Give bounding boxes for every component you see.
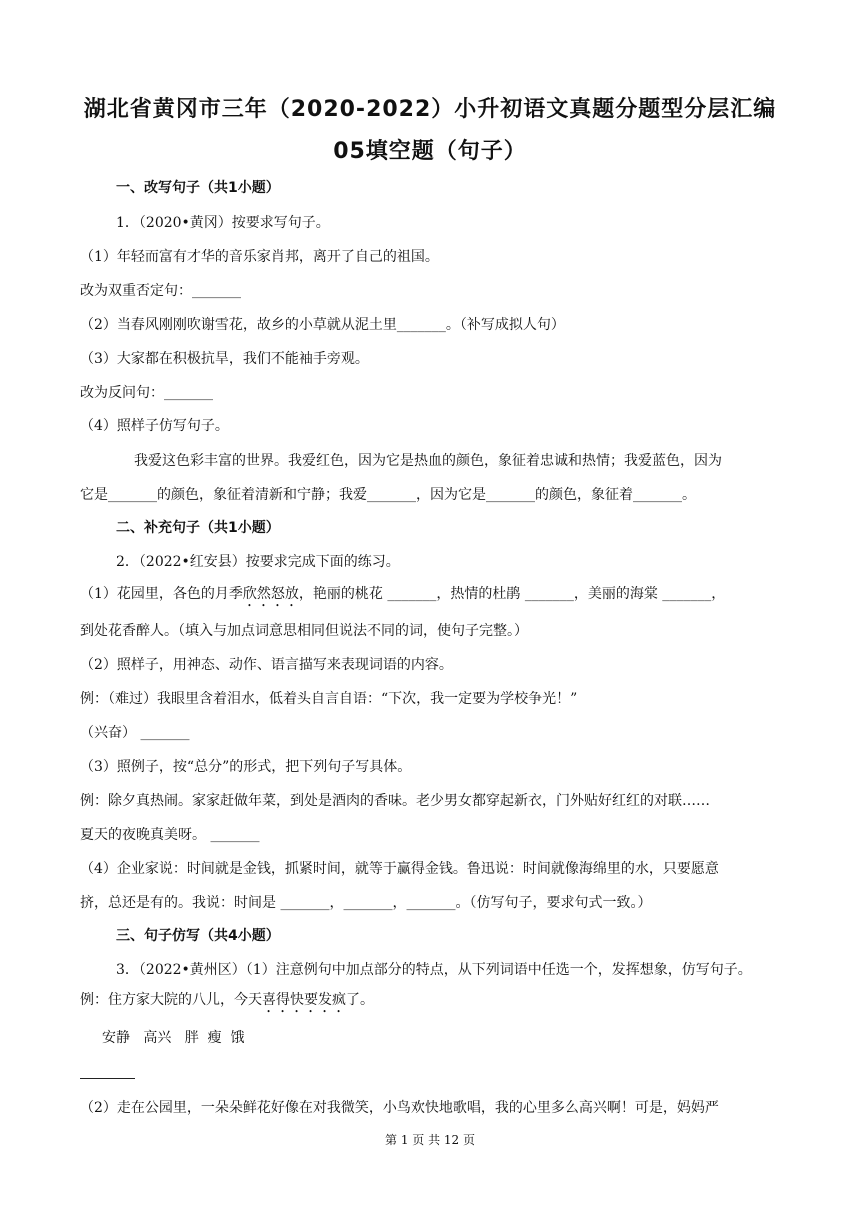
q2-part-3: （3）照例子，按“总分”的形式，把下列句子写具体。 xyxy=(80,759,412,775)
question-1-head: 1．（2020•黄冈）按要求写句子。 xyxy=(116,215,330,231)
q2-part-3-blank: 夏天的夜晚真美呀。 _______ xyxy=(80,827,260,843)
q2-part-2: （2）照样子，用神态、动作、语言描写来表现词语的内容。 xyxy=(80,657,453,673)
q3-word-choices: 安静 高兴 胖 瘦 饿 xyxy=(102,1030,245,1046)
q2-part-1-suffix: ，艳丽的桃花 _______，热情的杜鹃 _______，美丽的海棠 _______， xyxy=(298,586,726,602)
q2-part-4-continued: 挤，总还是有的。我说：时间是 _______，_______，_______。（仿写句子，要求句式一致。） xyxy=(80,895,652,911)
q1-part-3: （3）大家都在积极抗旱，我们不能袖手旁观。 xyxy=(80,351,369,367)
q2-part-3-example: 例：除夕真热闹。家家赶做年菜，到处是酒肉的香味。老少男女都穿起新衣，门外贴好红红的对联…… xyxy=(80,793,710,809)
section-heading-3: 三、句子仿写（共4小题） xyxy=(116,928,280,944)
q1-part-2: （2）当春风刚刚吹谢雪花，故乡的小草就从泥土里_______。（补写成拟人句） xyxy=(80,317,565,333)
q3-example xyxy=(80,990,374,1016)
q2-part-4: （4）企业家说：时间就是金钱，抓紧时间，就等于赢得金钱。鲁迅说：时间就像海绵里的水，只要愿意 xyxy=(80,861,719,877)
q3-example-suffix: 了。 xyxy=(346,992,374,1008)
q2-dotted-word: 欣然怒放 xyxy=(242,586,299,602)
q2-part-2-example: 例：（难过）我眼里含着泪水，低着头自言自语：“下次，我一定要为学校争光！” xyxy=(80,691,578,707)
document-title-line1: 湖北省黄冈市三年（2020-2022）小升初语文真题分题型分层汇编 xyxy=(83,97,777,122)
q1-part-4-example: 我爱这色彩丰富的世界。我爱红色，因为它是热血的颜色，象征着忠诚和热情；我爱蓝色，因为 xyxy=(134,453,722,469)
q1-part-1-instruction: 改为双重否定句：_______ xyxy=(80,283,241,299)
q1-part-4: （4）照样子仿写句子。 xyxy=(80,418,229,434)
q3-dotted-phrase: 喜得快要发疯 xyxy=(262,992,346,1008)
answer-blank-line xyxy=(80,1078,135,1079)
q1-part-3-instruction: 改为反问句：_______ xyxy=(80,385,213,401)
page-footer: 第 1 页 共 12 页 xyxy=(385,1133,475,1147)
q3-part-2: （2）走在公园里，一朵朵鲜花好像在对我微笑，小鸟欢快地歌唱，我的心里多么高兴啊！可是，妈妈严 xyxy=(80,1100,719,1116)
document-title-line2: 05填空题（句子） xyxy=(333,139,527,164)
q1-part-1: （1）年轻而富有才华的音乐家肖邦，离开了自己的祖国。 xyxy=(80,249,439,265)
q2-part-1-instruction: 到处花香醉人。（填入与加点词意思相同但说法不同的词，使句子完整。） xyxy=(80,623,528,639)
q2-part-1-prefix: （1）花园里，各色的月季 xyxy=(80,586,243,602)
q2-part-2-blank: （兴奋） _______ xyxy=(80,725,190,741)
section-heading-2: 二、补充句子（共1小题） xyxy=(116,520,280,536)
q1-part-4-continued: 它是_______的颜色，象征着清新和宁静；我爱_______，因为它是_______的颜色，象征着_______。 xyxy=(80,487,696,503)
q3-example-prefix: 例：住方家大院的八儿，今天 xyxy=(80,992,262,1008)
question-2-head: 2．（2022•红安县）按要求完成下面的练习。 xyxy=(116,554,400,570)
question-3-head: 3．（2022•黄州区）（1）注意例句中加点部分的特点，从下列词语中任选一个，发挥想象，仿写句子。 xyxy=(116,962,752,978)
q2-part-1 xyxy=(80,584,725,610)
section-heading-1: 一、改写句子（共1小题） xyxy=(116,180,280,196)
